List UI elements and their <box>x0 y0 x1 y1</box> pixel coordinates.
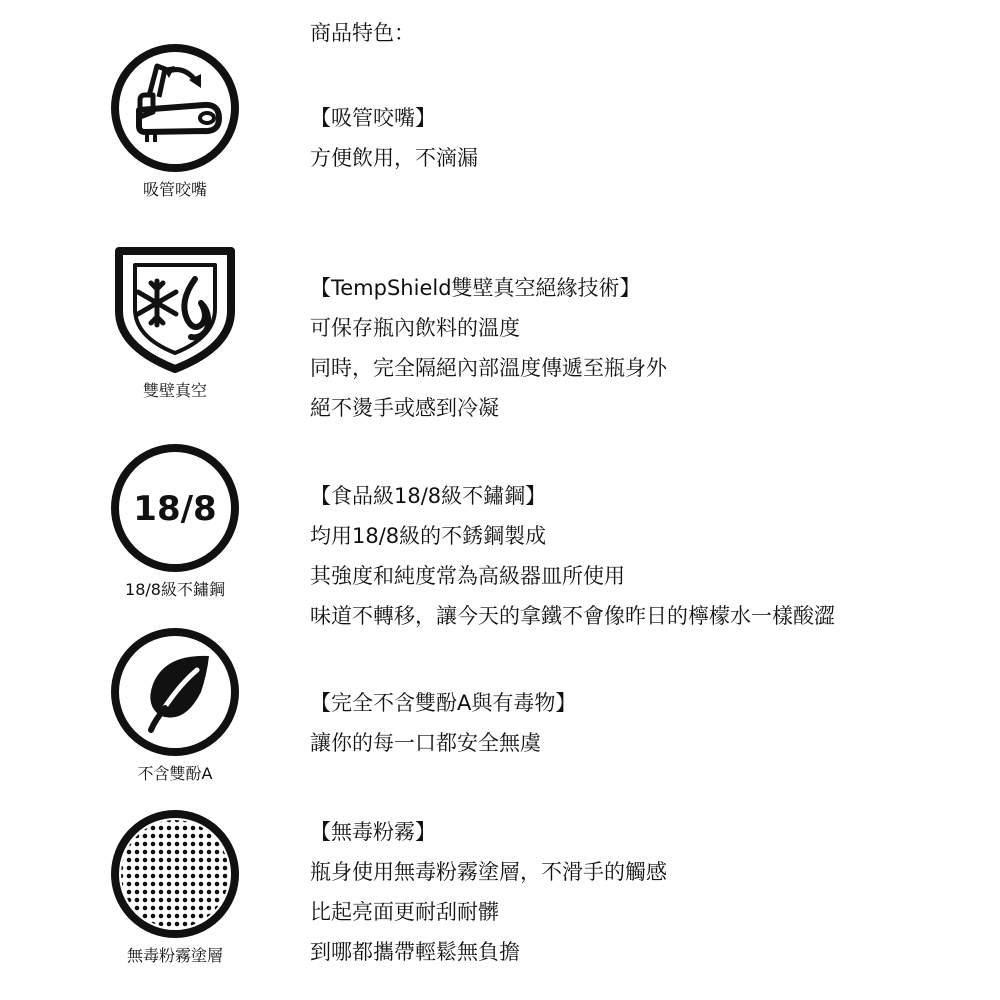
straw-mouthpiece-icon <box>109 42 241 174</box>
feature-icon-block-steel <box>100 442 250 600</box>
feature-line: 讓你的每一口都安全無虞 <box>310 731 541 755</box>
feature-title-steel: 【食品級18/8級不鏽鋼】 <box>310 484 547 508</box>
feature-line: 絕不燙手或感到冷凝 <box>310 396 499 420</box>
feature-title-powder: 【無毒粉霧】 <box>310 820 436 844</box>
feature-title-bpa: 【完全不含雙酚A與有毒物】 <box>310 691 577 715</box>
feature-icon-block-powder <box>100 808 250 966</box>
feature-steel <box>310 481 990 641</box>
feature-line: 可保存瓶內飲料的溫度 <box>310 316 520 340</box>
feature-line: 到哪都攜帶輕鬆無負擔 <box>310 940 520 964</box>
feature-line: 均用18/8級的不銹鋼製成 <box>310 524 547 548</box>
stainless-steel-18-8-icon <box>109 442 241 574</box>
feature-straw <box>310 103 990 183</box>
feature-line: 味道不轉移，讓今天的拿鐵不會像昨日的檸檬水一樣酸澀 <box>310 604 835 628</box>
feature-line: 方便飲用，不滴漏 <box>310 146 478 170</box>
icon-label-powder: 無毒粉霧塗層 <box>126 946 223 965</box>
feature-line: 瓶身使用無毒粉霧塗層，不滑手的觸感 <box>310 860 667 884</box>
icon-label-bpa: 不含雙酚A <box>137 764 213 783</box>
icon-label-steel: 18/8級不鏽鋼 <box>125 580 225 599</box>
powder-coat-dots-icon <box>109 808 241 940</box>
steel-grade-icon-text: 18/8 <box>133 489 217 529</box>
features-heading: 商品特色： <box>310 21 415 45</box>
feature-line: 比起亮面更耐刮耐髒 <box>310 900 499 924</box>
feature-line: 其強度和純度常為高級器皿所使用 <box>310 564 625 588</box>
icon-label-vacuum: 雙壁真空 <box>142 381 207 400</box>
feature-title-straw: 【吸管咬嘴】 <box>310 106 436 130</box>
feature-line: 同時，完全隔絕內部溫度傳遞至瓶身外 <box>310 356 667 380</box>
feature-icon-block-vacuum <box>100 243 250 401</box>
feature-icon-block-bpa <box>100 626 250 784</box>
feature-powder <box>310 817 990 977</box>
feature-bpa <box>310 688 990 768</box>
leaf-icon <box>109 626 241 758</box>
double-wall-vacuum-icon <box>109 243 241 375</box>
feature-title-vacuum: 【TempShield雙壁真空絕緣技術】 <box>310 276 641 300</box>
feature-vacuum <box>310 273 990 433</box>
feature-icon-block-straw <box>100 42 250 200</box>
icon-label-straw: 吸管咬嘴 <box>142 180 207 199</box>
